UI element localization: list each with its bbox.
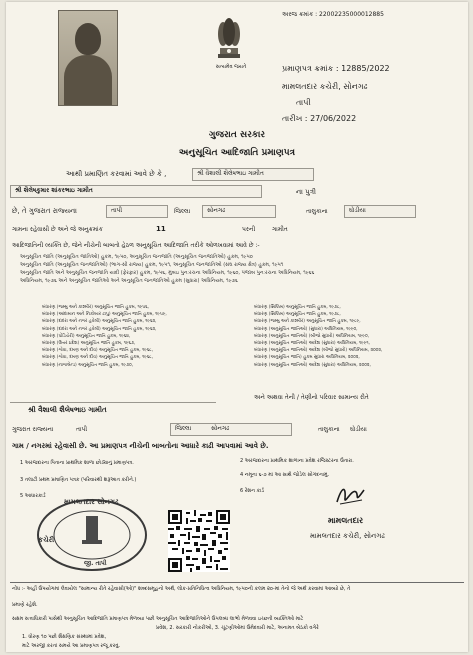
footer-note: પ્રવેશ, 2. સરકારી નોકરીઓ, 3. ચૂંટણીઓમાં ઉમેદવારી માટે, અનામત બેઠકો વગેરે xyxy=(156,625,319,631)
orders-right-list xyxy=(254,304,382,369)
caste-name: ગામીત xyxy=(272,226,288,233)
family-lead-text: અને અથવા તેની / તેણીનો પરિવાર સામાન્ય રીતે xyxy=(254,394,369,401)
taluka-value: ઘોડીયા xyxy=(349,207,366,214)
list-item: બંધારણ (ગોવા, દમણ અને દીવ) અનુસૂચિત જાતિ હુકમ, ૧૯૬૮, xyxy=(42,355,154,361)
list-item: બંધારણ (સિક્કિમ) અનુસૂચિત જાતિ હુકમ, ૧૯૭૮, xyxy=(254,305,341,310)
person-name: શ્રી વૈશાલી શૈલેષભાઇ ગામીત xyxy=(28,406,107,414)
jilla-box xyxy=(202,205,276,218)
certificate-page xyxy=(6,2,468,652)
list-item: બંધારણ (નાગાલેન્ડ) અનુસૂચિત જાતિ હુકમ, ૧૯૭૦, xyxy=(42,362,134,368)
recognition-text: આદિજાતિની વ્યક્તિ છે, જેને નીચેની બાબતો હેઠળ અનુસૂચિત આદિજાતિ તરીકે ઓળખવામાં આવે છે :- xyxy=(12,242,260,249)
taluka-label-2: તાલુકાના xyxy=(318,426,340,433)
document-item: 5 આધારકાર્ડ xyxy=(20,493,46,499)
application-number-label: અરજ ક્રમાંક : xyxy=(282,11,318,18)
district-value: તાપી xyxy=(111,207,123,214)
certificate-number xyxy=(282,64,390,74)
list-item: બંધારણ (અનુસૂચિત જાતિઓ) (સુધારા) અધિનિયમ, ૧૯૯૦, xyxy=(254,326,358,332)
list-item: બંધારણ (ગોવા, દમણ અને દીવ) અનુસૂચિત જાતિ હુકમ, ૧૯૬૮, xyxy=(42,348,154,354)
government-title: ગુજરાત સરકાર xyxy=(208,130,266,140)
taluka-label: તાલુકાના xyxy=(306,208,328,215)
list-item: બંધારણ (દાદરા અને નગર હવેલી) અનુસૂચિત જાતિ હુકમ, ૧૯૬૨, xyxy=(42,326,157,332)
application-number-value: 22002235000012885 xyxy=(319,11,384,18)
applicant-name-box xyxy=(192,168,314,181)
jilla-box-2 xyxy=(170,423,292,436)
application-number xyxy=(282,11,384,19)
list-item: બંધારણ (અનુસૂચિત જાતિઓ) આદેશ (સુધારા) અધિનિયમ, ૧૯૯૧, xyxy=(254,340,370,346)
law-line: અધિનિયમ, ૧૯૭૬ અને અનુસૂચિત જાતિઓ અને અનુસૂચિત જનજાતિઓ હુકમ (સુધારા) અધિનિયમ, ૧૯૭૬ xyxy=(20,278,238,284)
parni-label: પરની xyxy=(242,226,256,233)
state-lead-text: છે, તે ગુજરાત રાજ્યના xyxy=(12,207,77,215)
law-line: અનુસૂચિત જાતિ (અનુસૂચિત જાતિઓ) હુકમ, ૧૯૫૦, અનુસૂચિત જનજાતિ (અનુસૂચિત જનજાતિઓ) હુકમ, ૧૯૫૦ xyxy=(20,254,253,260)
document-item: 3 તલાટી પ્રથમ પ્રમાણિત પત્રક (પરિવારથી શરૂઆત કરીને.) xyxy=(20,477,137,483)
jilla-value: સોનગઢ xyxy=(207,207,226,214)
document-item: 1 અરજદારના પિતાના પ્રાથમિક શાળા છોડ્યાનું પ્રમાણપત્ર. xyxy=(20,460,134,466)
footer-note: નોંધ :- અહીં ઉપયોગમાં લેવાયેલ "સામાન્ય રીતે રહેવાસી(ઓ)" શબ્દસમૂહનો અર્થ, લોક-પ્રતિનિધિત્વ અધિનિયમ, ૧૯૫૦ની કલમ ૨૦-માં તેનો જે અર્થ કરવામાં આવ્યો છે, તે xyxy=(12,586,351,592)
residence-basis-text: ગામ / નગરમાં રહેવાસી છે. આ પ્રમાણપત્ર નીચેની બાબતોના આધારે કાઢી આપવામાં આવે છે. xyxy=(12,442,269,450)
footer-divider xyxy=(10,582,464,583)
list-item: બંધારણ (અનુસૂચિત જાતિ) હુકમ સુધારા અધિનિયમ, ૨૦૦૨, xyxy=(254,355,360,361)
issue-date-value: 27/06/2022 xyxy=(310,114,357,123)
father-name: શ્રી શૈલેષકુમાર શાંકરભાઇ ગામીત xyxy=(15,187,93,194)
certify-lead-text: આથી પ્રમાણિત કરવામાં આવે છે કે , xyxy=(66,170,167,178)
certificate-number-label: પ્રમાણપત્ર ક્રમાંક : xyxy=(282,64,339,73)
list-item: બંધારણ (જમ્મુ અને કાશ્મીર) અનુસૂચિત જાતિ હુકમ, ૧૯૫૬, xyxy=(42,305,149,310)
list-item: બંધારણ (જમ્મુ અને કાશ્મીર) અનુસૂચિત જાતિ હુકમ, ૧૯૮૯, xyxy=(254,319,361,325)
signature-icon xyxy=(334,482,368,508)
photo-head xyxy=(75,23,101,55)
footer-note: સક્ષમ સત્તાધિકારી પાસેથી અનુસૂચિત આદિજાતિ પ્રમાણપત્ર મેળવ્યા પછી અનુસૂચિત આદિજાતિઓને ઉપલબ્ધ લાભો મેળવવા ઇચ્છતી વ્યક્તિઓ માટે xyxy=(12,616,304,622)
list-item: બંધારણ (અનુસૂચિત જાતિઓ) આદેશ (સુધારા) અધિનિયમ, ૨૦૦૨, xyxy=(254,362,371,368)
jilla-value-2: સોનગઢ xyxy=(211,425,230,432)
photo-body xyxy=(64,55,112,105)
district-box xyxy=(106,205,168,218)
issue-date xyxy=(282,114,356,124)
list-item: બંધારણ (સિક્કિમ) અનુસૂચિત જાતિ હુકમ, ૧૯૭૮, xyxy=(254,312,341,318)
list-item: બંધારણ (પોંડિચેરી) અનુસૂચિત જાતિ હુકમ, ૧૯૬૪, xyxy=(42,333,131,339)
applicant-name: શ્રી વૈશાલી શૈલેષભાઇ ગામીત xyxy=(197,170,264,177)
village-lead-text: ગામના રહેવાસી છે અને જે અનુક્રમાંક xyxy=(12,226,103,233)
issue-date-label: તારીખ : xyxy=(282,114,308,123)
serial-number: 11 xyxy=(156,225,166,233)
list-item: બંધારણ (દાદરા અને નગર હવેલી) અનુસૂચિત જાતિ હુકમ, ૧૯૬૨, xyxy=(42,319,157,325)
qr-code-icon xyxy=(168,510,230,572)
jilla-label-2: જિલ્લા xyxy=(175,425,192,432)
law-line: અનુસૂચિત જાતિ (અનુસૂચિત જનજાતિઓ) (ભાગ-સી રાજ્ય) હુકમ, ૧૯૫૧, અનુસૂચિત જનજાતિઓ (સંઘ રાજ્ય ક્ષેત્ર) હુકમ, ૧૯૫૧ xyxy=(20,262,284,268)
orders-left-list xyxy=(42,304,167,369)
document-item: 6 રેશન કાર્ડ xyxy=(240,488,265,494)
applicant-photo xyxy=(58,10,118,106)
list-item: બંધારણ (ઉત્તર પ્રદેશ) અનુસૂચિત જાતિ હુકમ, ૧૯૬૭, xyxy=(42,340,136,346)
seal-top-text: મામલતદાર સોનગઢ xyxy=(64,498,119,506)
footer-note: પ્રમાણે રહેશે. xyxy=(12,602,38,608)
issuing-office: મામલતદાર કચેરી, સોનગઢ xyxy=(282,82,368,91)
seal-left-text: કચેરી xyxy=(38,536,55,544)
certificate-title: અનુસૂચિત આદિજાતિ પ્રમાણપત્ર xyxy=(178,148,296,158)
divider xyxy=(10,402,216,403)
list-item: બંધારણ (અનુસૂચિત જાતિઓ) આદેશ (બીજો સુધારો) અધિનિયમ, ૨૦૦૨, xyxy=(254,348,383,354)
taluka-value-2: ઘોડીયા xyxy=(350,426,367,433)
jilla-label: જિલ્લા xyxy=(174,208,191,215)
signatory-designation: મામલતદાર xyxy=(328,516,364,525)
state-emblem-icon xyxy=(214,10,244,62)
footer-note: 1. ધોરણ ૧૦ પછી શૈક્ષણિક સંસ્થામાં પ્રવેશ, xyxy=(22,634,107,640)
taluka-box xyxy=(344,205,416,218)
certificate-number-value: 12885/2022 xyxy=(341,64,390,73)
document-item: 4 નમૂના ૬-૭ માં આ સાથે જોડેલ સોગંદનામું. xyxy=(240,472,330,478)
list-item: બંધારણ (અનુસૂચિત જાતિઓ) (બીજો સુધારો) અધિનિયમ, ૧૯૯૦, xyxy=(254,333,370,339)
relation-text: ના પુત્રી xyxy=(296,188,317,196)
father-name-box xyxy=(10,185,262,198)
document-item: 2 અરજદારના પ્રાથમિક શાળાના પ્રવેશ રજિસ્ટરના ઉતારા. xyxy=(240,458,354,464)
signatory-office: મામલતદાર કચેરી, સોનગઢ xyxy=(310,532,385,540)
issuing-taluka: તાપી xyxy=(296,98,311,107)
footer-note: માટે અરજી કરતાં સમયે આ પ્રમાણપત્ર રજૂ કરવું. xyxy=(22,643,121,649)
emblem-caption: સત્યમેવ જયતે xyxy=(215,64,247,70)
state-lead-text-2: ગુજરાત રાજ્યના xyxy=(12,426,54,433)
list-item: બંધારણ (આંદામાન અને નિકોબાર ટાપુ) અનુસૂચિત જાતિ હુકમ, ૧૯૫૯, xyxy=(42,312,167,318)
district-value-2: તાપી xyxy=(76,426,88,433)
seal-bottom-text: જી. તાપી xyxy=(84,560,107,567)
law-line: અનુસૂચિત જાતિ અને અનુસૂચિત જનજાતિ યાદી (ફેરફાર) હુકમ, ૧૯૫૬, મુંબઇ પુનઃરચના અધિનિયમ, ૧૯૬૦, પંજાબ પુનઃરચના અધિનિયમ, ૧૯૬૬ xyxy=(20,270,315,276)
